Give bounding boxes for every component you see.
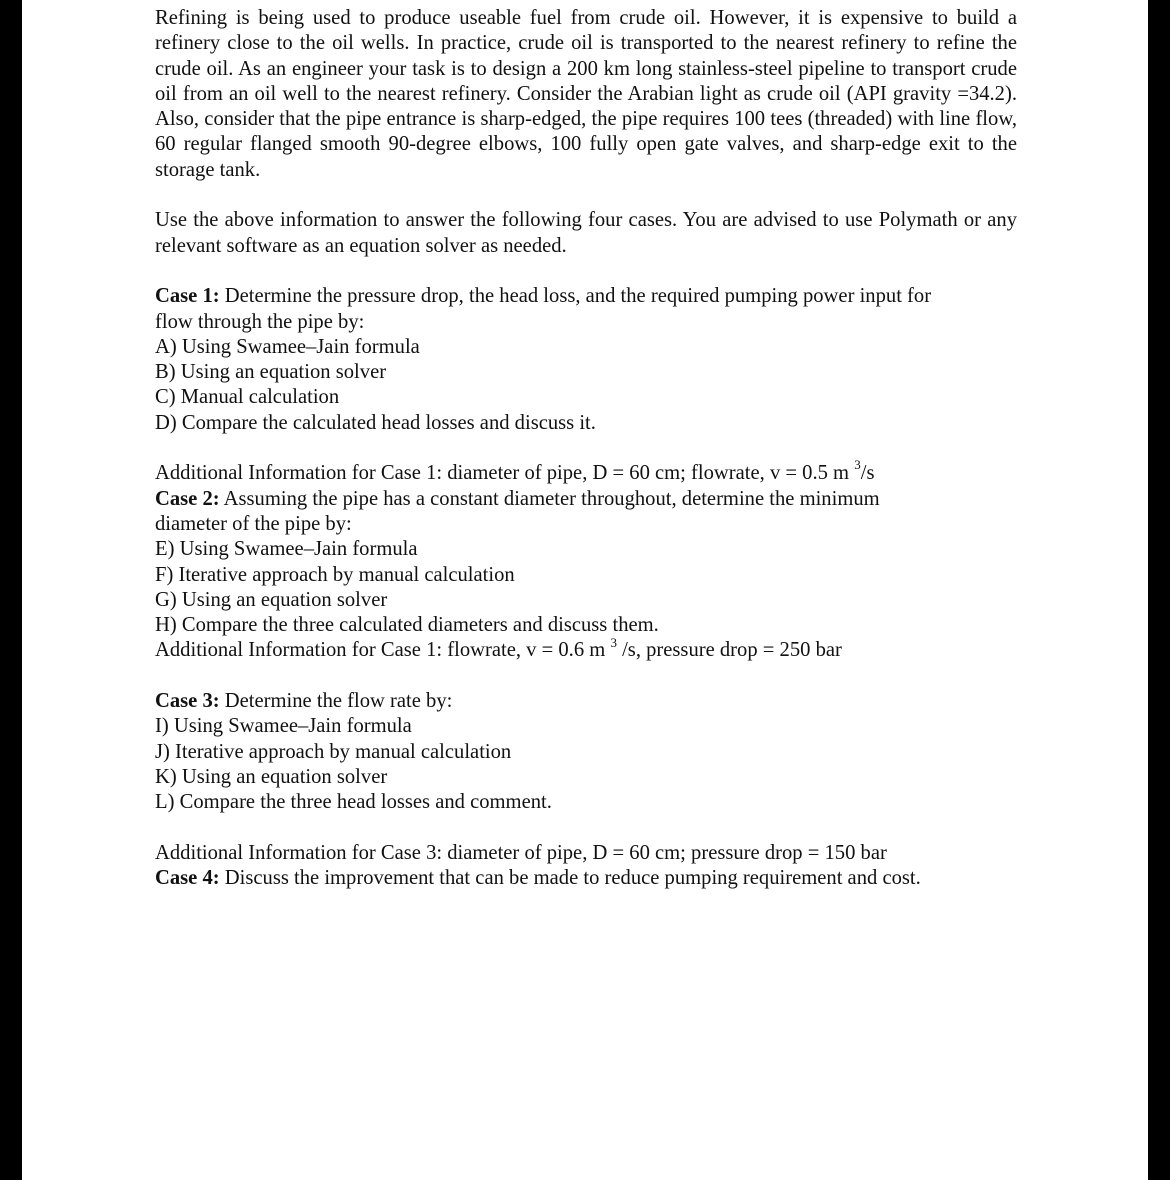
intro-paragraph: Refining is being used to produce useable fuel from crude oil. However, it is expensive to build a refinery close to the oil wells. In practice, crude oil is transported to the nearest refinery to refine the crude oil. As an engineer your task is to design a 200 km long stainless-steel pipeline to transport crude oil from an oil well to the nearest refinery. Consider the Arabian light as crude oil (API gravity =34.2). Also, consider that the pipe entrance is sharp-edged, the pipe requires 100 tees (threaded) with line flow, 60 regular flanged smooth 90-degree elbows, 100 fully open gate valves, and sharp-edge exit to the storage tank. — [155, 7, 1017, 181]
case-1-label: Case 1: — [155, 285, 220, 308]
case-1-additional-info: Additional Information for Case 1: diameter of pipe, D = 60 cm; flowrate, v = 0.5 m $^3$/s — [155, 457, 875, 485]
case-1-item-d: D) Compare the calculated head losses and discuss it. — [155, 411, 596, 434]
case-2-text-line-1: Assuming the pipe has a constant diameter throughout, determine the minimum — [219, 487, 880, 510]
case-1-section — [155, 284, 1017, 436]
case-2-section — [155, 487, 1017, 664]
case-3-text-line-1: Determine the flow rate by: — [219, 690, 453, 713]
case-1-item-c: C) Manual calculation — [155, 386, 340, 409]
case-2-item-e: E) Using Swamee–Jain formula — [155, 538, 418, 561]
instructions-paragraph: Use the above information to answer the following four cases. You are advised to use Polymath or any relevant software as an equation solver as needed. — [155, 209, 1017, 257]
document-page — [22, 0, 1148, 1180]
case-4-section — [155, 866, 1017, 891]
case-3-section — [155, 689, 1017, 815]
case-3-item-j: J) Iterative approach by manual calculation — [155, 740, 512, 763]
case-2-item-h: H) Compare the three calculated diameters and discuss them. — [155, 614, 659, 637]
case-2-item-f: F) Iterative approach by manual calculation — [155, 563, 515, 586]
case-3-item-k: K) Using an equation solver — [155, 765, 388, 788]
case-1-item-a: A) Using Swamee–Jain formula — [155, 335, 420, 358]
case-2-label: Case 2: — [155, 487, 220, 510]
case-2-item-g: G) Using an equation solver — [155, 588, 388, 611]
case-1-text-line-1: Determine the pressure drop, the head loss, and the required pumping power input for — [219, 285, 932, 308]
case-1-text-line-2: flow through the pipe by: — [155, 310, 365, 333]
case-2-additional-info: Additional Information for Case 1: flowrate, v = 0.6 m $^3$ /s, pressure drop = 250 bar — [155, 634, 842, 662]
case-3-item-i: I) Using Swamee–Jain formula — [155, 715, 412, 738]
case-3-item-l: L) Compare the three head losses and comment. — [155, 791, 552, 814]
case-3-heading — [155, 689, 1017, 714]
case-1-item-b: B) Using an equation solver — [155, 361, 387, 384]
case-1-heading — [155, 284, 1017, 309]
case-3-additional-info: Additional Information for Case 3: diameter of pipe, D = 60 cm; pressure drop = 150 bar — [155, 841, 887, 864]
case-2-text-line-2: diameter of the pipe by: — [155, 512, 352, 535]
case-4-text: Discuss the improvement that can be made to reduce pumping requirement and cost. — [219, 867, 921, 890]
case-3-label: Case 3: — [155, 690, 220, 713]
case-4-label: Case 4: — [155, 867, 220, 890]
case-2-heading — [155, 487, 1017, 512]
document-body — [155, 6, 1017, 891]
